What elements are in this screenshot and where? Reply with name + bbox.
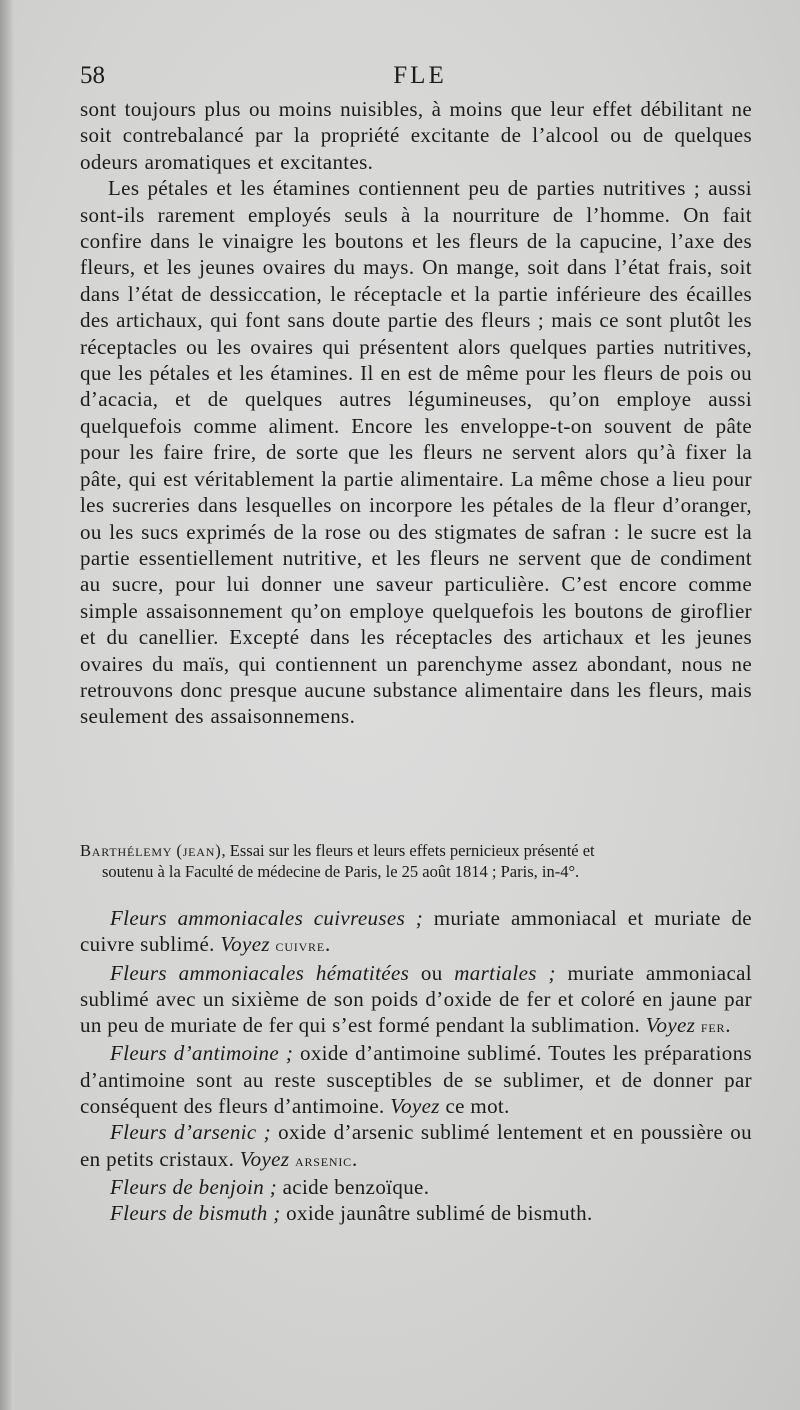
entry-term: Fleurs ammoniacales cuivreuses ;	[110, 906, 424, 930]
entry-text: muriate ammoniacal sublimé avec un sixième de son poids d’oxide de fer et coloré en jaune par un peu de muriate de fer qui s’est formé pendant la sublimation.	[80, 960, 752, 1038]
entry-tail: .	[324, 932, 331, 957]
entry-tail: .	[504, 1094, 510, 1119]
entry-voyez: Voyez	[220, 932, 270, 957]
entry-antimoine	[80, 1040, 752, 1119]
entry-term: Fleurs ammoniacales hématitées	[110, 960, 410, 985]
page-gutter-shadow	[0, 0, 14, 1410]
entry-term: Fleurs d’arsenic ;	[110, 1120, 271, 1145]
page-number: 58	[80, 62, 105, 89]
note-author-first: (jean)	[176, 841, 222, 860]
dictionary-entries	[80, 905, 752, 1227]
entry-mid: ou	[409, 960, 455, 985]
note-line-2: soutenu à la Faculté de médecine de Paris, le 25 août 1814 ; Paris, in-4°.	[102, 862, 580, 881]
entry-cuivreuses	[80, 905, 752, 960]
entry-voyez: Voyez	[390, 1094, 440, 1119]
entry-hematitees	[80, 960, 752, 1041]
entry-tail: .	[351, 1146, 358, 1171]
entry-tail: .	[725, 1013, 731, 1038]
entry-text: muriate ammoniacal et muriate de cuivre sublimé.	[80, 906, 752, 957]
main-text	[80, 96, 752, 730]
note-title: , Essai sur les fleurs et leurs effets pernicieux présenté et	[221, 841, 595, 860]
entry-ref: ce mot	[445, 1094, 505, 1119]
page-header	[80, 62, 760, 96]
entry-arsenic	[80, 1119, 752, 1174]
entry-voyez: Voyez	[645, 1013, 696, 1038]
entry-text: oxide d’arsenic sublimé lentement et en poussière ou en petits cristaux.	[80, 1120, 752, 1171]
entry-text: oxide d’antimoine sublimé. Toutes les préparations d’antimoine sont au reste susceptibles de se sublimer, et de donner par conséquent des fleurs d’antimoine.	[80, 1041, 752, 1119]
entry-term: Fleurs de benjoin ;	[110, 1174, 278, 1199]
entry-ref: arsenic	[294, 1150, 352, 1170]
entry-bismuth	[80, 1200, 752, 1226]
entry-text: oxide jaunâtre sublimé de bismuth.	[280, 1201, 593, 1226]
paragraph-continuation: sont toujours plus ou moins nuisibles, à moins que leur effet débilitant ne soit contrebalancé par la propriété excitante de l’alcool ou de quelques odeurs aromatiques et excitantes.	[80, 97, 752, 174]
entry-ref: cuivre	[275, 936, 325, 956]
paragraph-petales: Les pétales et les étamines contiennent peu de parties nutritives ; aussi sont-ils rarement employés seuls à la nourriture de l’homme. On fait confire dans le vinaigre les boutons et les fleurs de la capucine, l’axe des fleurs, et les jeunes ovaires du mays. On mange, soit dans l’état frais, soit dans l’état de dessiccation, le réceptacle et la partie inférieure des écailles des artichaux, qui font sans doute partie des fleurs ; mais ce sont plutôt les réceptacles ou les ovaires qui présentent alors quelques parties nutritives, que les pétales et les étamines. Il en est de même pour les fleurs de pois ou d’acacia, et de quelques autres légumineuses, qu’on employe aussi quelquefois comme aliment. Encore les enveloppe-t-on souvent de pâte pour les faire frire, de sorte que les fleurs ne servent alors qu’à fixer la pâte, qui est véritablement la partie alimentaire. La même chose a lieu pour les sucreries dans lesquelles on incorpore les pétales de la fleur d’oranger, ou les sucs exprimés de la rose ou des stigmates de safran : le sucre est la partie essentiellement nutritive, et les fleurs ne servent que de condiment au sucre, pour lui donner une saveur particulière. C’est encore comme simple assaisonnement qu’on employe quelquefois les boutons de giroflier et du canellier. Excepté dans les réceptacles des artichaux et les jeunes ovaires du maïs, qui contiennent un parenchyme assez abondant, nous ne retrouvons donc presque aucune substance alimentaire dans les fleurs, mais seulement des assaisonnemens.	[80, 176, 752, 729]
entry-ref: fer	[700, 1017, 726, 1037]
note-line-1	[80, 840, 752, 861]
running-head: FLE	[393, 62, 447, 89]
entry-term: Fleurs d’antimoine ;	[110, 1041, 294, 1066]
entry-term: Fleurs de bismuth ;	[110, 1201, 281, 1226]
entry-voyez: Voyez	[239, 1146, 290, 1171]
entry-benjoin	[80, 1174, 752, 1200]
bibliographic-note	[80, 840, 752, 882]
entry-term-alt: martiales ;	[454, 960, 556, 985]
note-author: Barthélemy	[80, 841, 173, 860]
entry-text: acide benzoïque.	[277, 1174, 430, 1199]
